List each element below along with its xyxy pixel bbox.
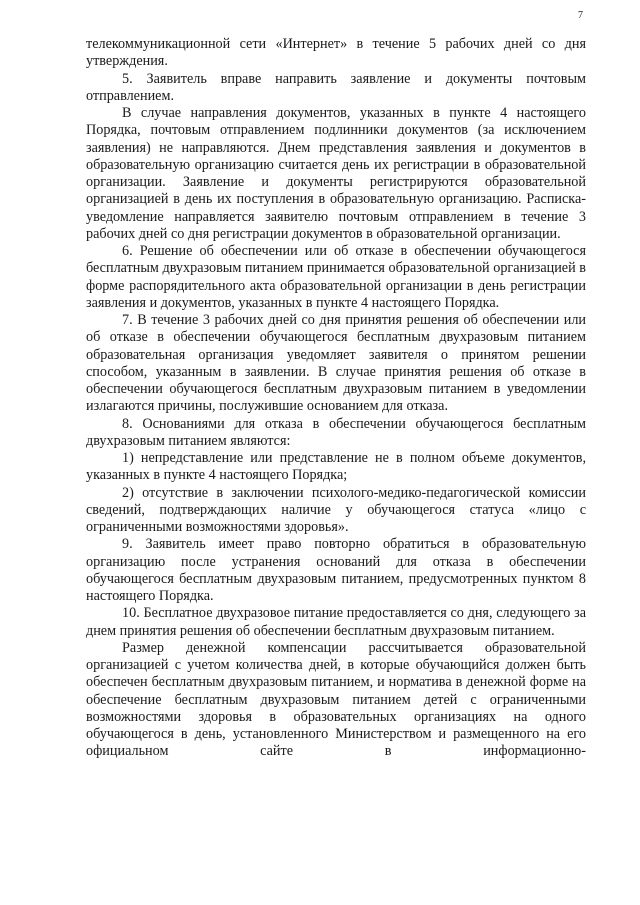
paragraph-6: 8. Основаниями для отказа в обеспечении обучающегося бесплатным двухразовым питанием являются: — [86, 415, 586, 449]
paragraph-5: 7. В течение 3 рабочих дней со дня принятия решения об обеспечении или об отказе в обеспечении обучающегося бесплатным двухразовым питанием образовательная организация уведомляет заявителя о принятом решении способом, указанным в заявлении. В случае принятия решения об отказе в обеспечении обучающегося бесплатным двухразовым питанием в уведомлении излагаются причины, послужившие основанием для отказа. — [86, 312, 586, 415]
page-number: 7 — [578, 10, 583, 21]
paragraph-2: 5. Заявитель вправе направить заявление и документы почтовым отправлением. — [86, 70, 586, 104]
paragraph-4: 6. Решение об обеспечении или об отказе в обеспечении обучающегося бесплатным двухразовым питанием принимается образовательной организацией в форме распорядительного акта образовательной организации в день регистрации заявления и документов, указанных в пункте 4 настоящего Порядка. — [86, 243, 586, 311]
body-text — [86, 36, 586, 761]
paragraph-9: 9. Заявитель имеет право повторно обратиться в образовательную организацию после устранения оснований для отказа в обеспечении обучающегося бесплатным двухразовым питанием, предусмотренных пунктом 8 настоящего Порядка. — [86, 536, 586, 604]
paragraph-10: 10. Бесплатное двухразовое питание предоставляется со дня, следующего за днем принятия решения об обеспечении бесплатным двухразовым питанием. — [86, 605, 586, 639]
paragraph-11: Размер денежной компенсации рассчитывается образовательной организацией с учетом количества дней, в которые обучающийся должен быть обеспечен бесплатным двухразовым питанием, и норматива в денежной форме на обеспечение бесплатным двухразовым питанием детей с ограниченными возможностями здоровья в образовательных организациях на одного обучающегося в день, установленного Министерством и размещенного на его официальном сайте в информационно- — [86, 639, 586, 760]
paragraph-7: 1) непредставление или представление не в полном объеме документов, указанных в пункте 4 настоящего Порядка; — [86, 450, 586, 484]
paragraph-1: телекоммуникационной сети «Интернет» в течение 5 рабочих дней со дня утверждения. — [86, 36, 586, 70]
paragraph-3: В случае направления документов, указанных в пункте 4 настоящего Порядка, почтовым отправлением подлинники документов (за исключением заявления) не направляются. Днем представления заявления и документов в образовательную организацию считается день их регистрации в образовательной организации. Заявление и документы регистрируются образовательной организацией в день их поступления в образовательную организацию. Расписка-уведомление направляется заявителю почтовым отправлением в течение 3 рабочих дней со дня регистрации документов в образовательной организации. — [86, 105, 586, 242]
paragraph-8: 2) отсутствие в заключении психолого-медико-педагогической комиссии сведений, подтверждающих наличие у обучающегося статуса «лицо с ограниченными возможностями здоровья». — [86, 484, 586, 535]
